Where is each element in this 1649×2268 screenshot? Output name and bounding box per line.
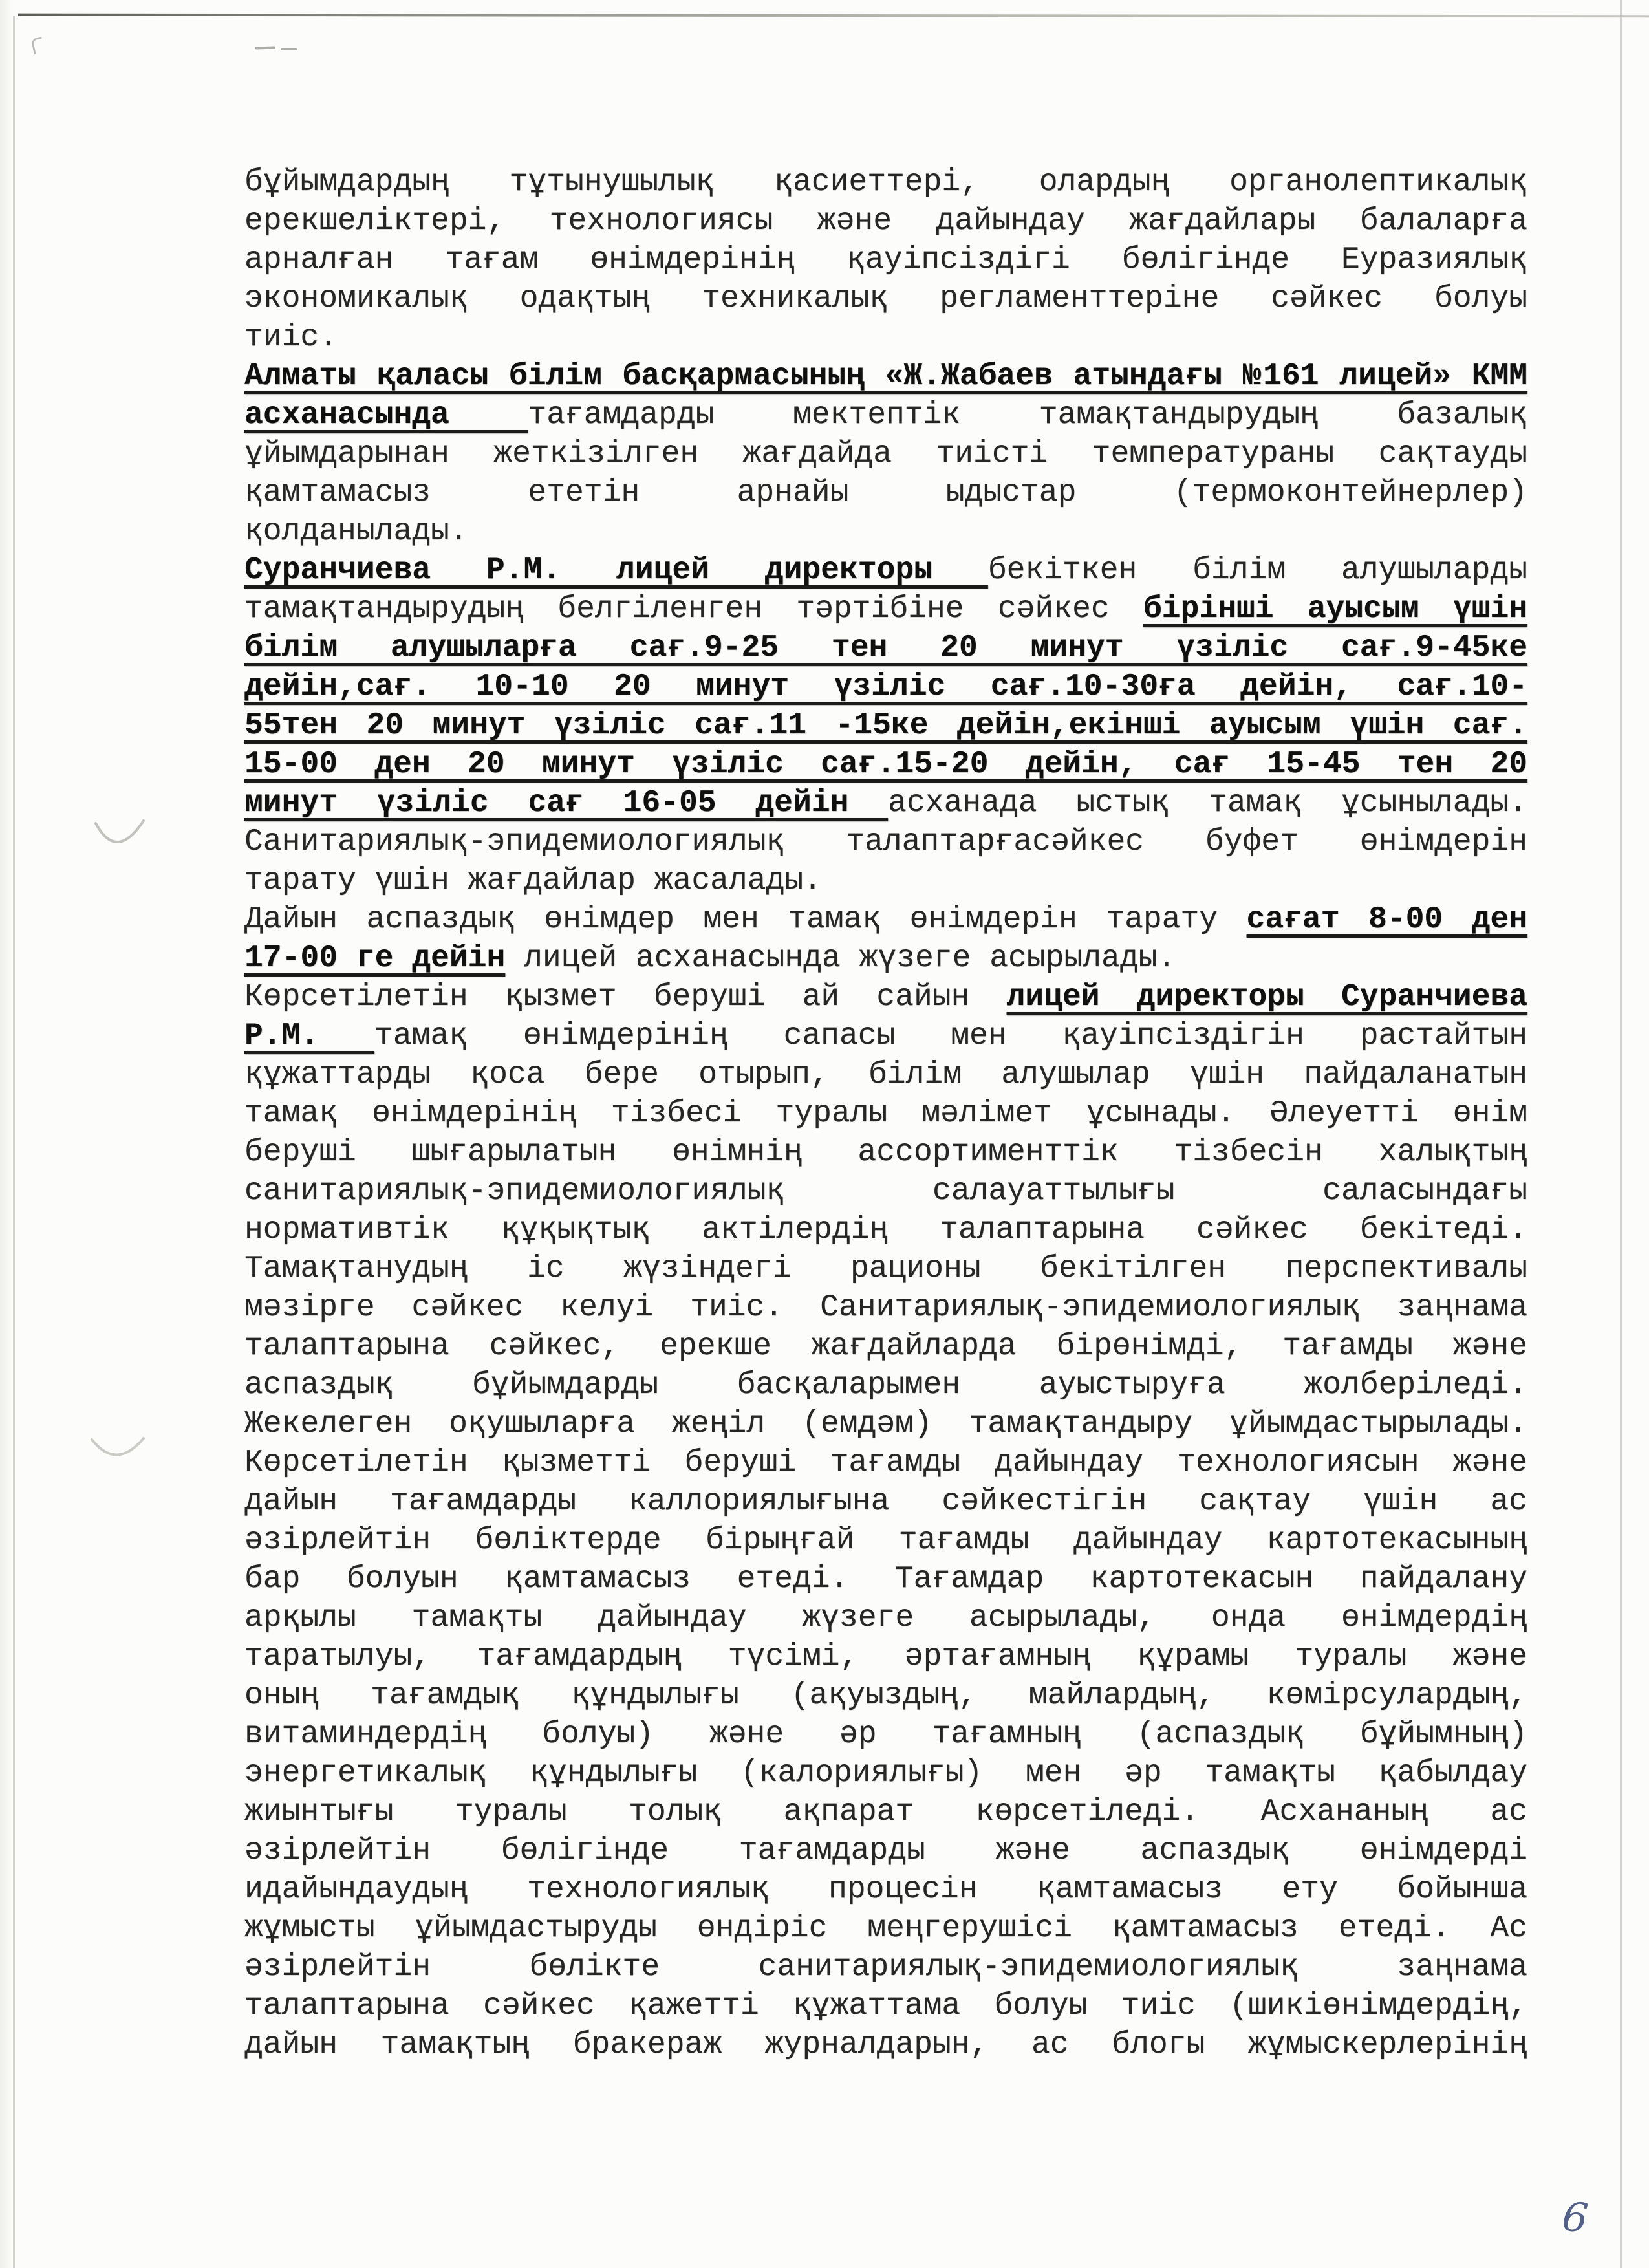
text-line xyxy=(244,590,1527,629)
text-run: тамақ өнімдерінің тізбесі туралы мәлімет ұсынады. Әлеуетті өнім xyxy=(244,1096,1527,1131)
corner-smudge-mark xyxy=(31,37,45,55)
text-run: бұйымдардың тұтынушылық қасиеттері, олардың органолептикалық xyxy=(244,165,1527,200)
text-run: тиіс. xyxy=(244,320,338,355)
text-line xyxy=(244,1948,1527,1987)
text-run: Жекелеген оқушыларға жеңіл (емдәм) тамақтандыру ұйымдастырылады. xyxy=(244,1407,1527,1442)
text-line xyxy=(244,1405,1527,1443)
text-line xyxy=(244,1987,1527,2025)
text-run: талаптарына сәйкес қажетті құжаттама болуы тиіс (шикіөнімдердің, xyxy=(244,1989,1527,2024)
text-run: ұйымдарынан жеткізілген жағдайда тиісті температураны сақтауды xyxy=(244,437,1527,471)
text-line xyxy=(244,551,1527,590)
text-line xyxy=(244,2025,1527,2064)
bold-underlined-text-run: лицей директоры Суранчиева xyxy=(1006,980,1528,1015)
text-line xyxy=(244,1521,1527,1560)
text-line xyxy=(244,1055,1527,1094)
text-line xyxy=(244,1288,1527,1327)
text-line xyxy=(244,357,1527,396)
text-line xyxy=(244,706,1527,745)
text-line xyxy=(244,1715,1527,1754)
text-line xyxy=(244,667,1527,706)
text-line xyxy=(244,629,1527,667)
bold-underlined-text-run: 55тен 20 минут үзіліс сағ.11 -15ке дейін,екінші ауысым үшін сағ. xyxy=(244,708,1527,743)
text-line xyxy=(244,318,1527,357)
bold-underlined-text-run: 15-00 ден 20 минут үзіліс сағ.15-20 дейін, сағ 15-45 тен 20 xyxy=(244,747,1527,782)
pencil-dash-mark xyxy=(281,48,297,50)
text-run: лицей асханасында жүзеге асырылады. xyxy=(505,941,1176,976)
text-run: тарату үшін жағдайлар жасалады. xyxy=(244,863,822,898)
text-run: ерекшеліктері, технологиясы және дайындау жағдайлары балаларға xyxy=(244,204,1527,239)
bold-underlined-text-run: Суранчиева Р.М. лицей директоры xyxy=(244,553,988,588)
text-run: энергетикалық құндылығы (калориялығы) мен әр тамақты қабылдау xyxy=(244,1756,1527,1791)
text-line xyxy=(244,473,1527,512)
margin-pencil-arc-upper xyxy=(91,812,149,863)
text-line xyxy=(244,939,1527,978)
text-run: санитариялық-эпидемиологиялық салауаттылығы саласындағы xyxy=(244,1174,1527,1209)
bold-underlined-text-run: сағат 8-00 ден xyxy=(1246,902,1528,937)
text-line xyxy=(244,900,1527,939)
text-run: тамақтандырудың белгіленген тәртібіне сәйкес xyxy=(244,592,1143,627)
text-line xyxy=(244,1870,1527,1909)
text-run: Тамақтанудың іс жүзіндегі рационы бекітілген перспективалы xyxy=(244,1251,1527,1286)
scan-top-edge-line xyxy=(18,14,1649,18)
text-line xyxy=(244,512,1527,551)
text-line xyxy=(244,861,1527,900)
text-line xyxy=(244,1133,1527,1172)
text-run: мәзірге сәйкес келуі тиіс. Санитариялық-эпидемиологиялық заңнама xyxy=(244,1290,1527,1325)
text-run: арналған тағам өнімдерінің қауіпсіздігі бөлігінде Еуразиялық xyxy=(244,243,1527,277)
text-line xyxy=(244,1482,1527,1521)
text-run: әзірлейтін бөлікте санитариялық-эпидемиологиялық заңнама xyxy=(244,1950,1527,1985)
text-line xyxy=(244,202,1527,241)
text-run: асханада ыстық тамақ ұсынылады. xyxy=(888,786,1527,821)
text-run: беруші шығарылатын өнімнің ассортименттік тізбесін халықтың xyxy=(244,1135,1527,1170)
text-line xyxy=(244,1831,1527,1870)
text-line xyxy=(244,1599,1527,1637)
text-line xyxy=(244,396,1527,435)
text-run: арқылы тамақты дайындау жүзеге асырылады, онда өнімдердің xyxy=(244,1601,1527,1636)
text-line xyxy=(244,1366,1527,1405)
text-run: таратылуы, тағамдардың түсімі, әртағамның құрамы туралы және xyxy=(244,1639,1527,1674)
bold-underlined-text-run: Р.М. xyxy=(244,1019,375,1053)
text-line xyxy=(244,1249,1527,1288)
text-run: қамтамасыз ететін арнайы ыдыстар (термоконтейнерлер) xyxy=(244,475,1527,510)
document-text xyxy=(244,163,1527,2064)
scan-left-edge-line xyxy=(13,16,15,2268)
text-run: талаптарына сәйкес, ерекше жағдайларда бірөнімді, тағамды және xyxy=(244,1329,1527,1364)
text-run: құжаттарды қоса бере отырып, білім алушылар үшін пайдаланатын xyxy=(244,1057,1527,1092)
text-line xyxy=(244,1793,1527,1831)
text-line xyxy=(244,1754,1527,1793)
text-run: әзірлейтін бөліктерде бірыңғай тағамды дайындау картотекасының xyxy=(244,1523,1527,1558)
text-line xyxy=(244,163,1527,202)
text-line xyxy=(244,1909,1527,1948)
text-run: бекіткен білім алушыларды xyxy=(987,553,1528,588)
text-run: жиынтығы туралы толық ақпарат көрсетіледі. Асхананың ас xyxy=(244,1795,1527,1830)
text-run: жұмысты ұйымдастыруды өндіріс меңгерушісі қамтамасыз етеді. Ас xyxy=(244,1911,1527,1946)
text-line xyxy=(244,978,1527,1017)
text-line xyxy=(244,823,1527,861)
bold-underlined-text-run: дейін,сағ. 10-10 20 минут үзіліс сағ.10-30ға дейін, сағ.10- xyxy=(244,669,1527,704)
text-line xyxy=(244,1172,1527,1211)
text-run: бар болуын қамтамасыз етеді. Тағамдар картотекасын пайдалану xyxy=(244,1562,1527,1597)
handwritten-page-number: 6 xyxy=(1560,2192,1591,2242)
scan-right-edge-line xyxy=(1620,0,1622,2268)
text-line xyxy=(244,435,1527,473)
bold-underlined-text-run: 17-00 ге дейін xyxy=(244,941,506,976)
text-run: Дайын аспаздық өнімдер мен тамақ өнімдерін тарату xyxy=(244,902,1247,937)
text-line xyxy=(244,1017,1527,1055)
text-run: тағамдарды мектептік тамақтандырудың базалық xyxy=(528,398,1527,433)
text-run: нормативтік құқықтық актілердің талаптарына сәйкес бекітеді. xyxy=(244,1213,1527,1247)
text-line xyxy=(244,1560,1527,1599)
text-run: Санитариялық-эпидемиологиялық талаптарғасәйкес буфет өнімдерін xyxy=(244,825,1527,859)
bold-underlined-text-run: бірінші ауысым үшін xyxy=(1143,592,1527,627)
text-run: витаминдердің болуы) және әр тағамның (аспаздық бұйымның) xyxy=(244,1717,1527,1752)
bold-underlined-text-run: асханасында xyxy=(244,398,528,433)
text-run: Көрсетілетін қызмет беруші ай сайын xyxy=(244,980,1007,1015)
text-line xyxy=(244,1211,1527,1249)
margin-pencil-arc-lower xyxy=(88,1431,147,1472)
text-run: оның тағамдық құндылығы (ақуыздың, майлардың, көмірсулардың, xyxy=(244,1678,1527,1713)
text-line xyxy=(244,1094,1527,1133)
text-run: әзірлейтін бөлігінде тағамдарды және аспаздық өнімдерді xyxy=(244,1833,1527,1868)
bold-underlined-text-run: Алматы қаласы білім басқармасының «Ж.Жабаев атындағы №161 лицей» КММ xyxy=(244,359,1527,394)
text-line xyxy=(244,1327,1527,1366)
text-line xyxy=(244,784,1527,823)
text-run: идайындаудың технологиялық процесін қамтамасыз ету бойынша xyxy=(244,1872,1527,1907)
text-run: дайын тағамдарды каллориялығына сәйкестігін сақтау үшін ас xyxy=(244,1484,1527,1519)
text-line xyxy=(244,241,1527,279)
bold-underlined-text-run: минут үзіліс сағ 16-05 дейін xyxy=(244,786,889,821)
text-line xyxy=(244,745,1527,784)
text-run: аспаздық бұйымдарды басқаларымен ауыстыруға жолберіледі. xyxy=(244,1368,1527,1403)
text-run: тамақ өнімдерінің сапасы мен қауіпсіздігін растайтын xyxy=(374,1019,1527,1053)
text-line xyxy=(244,1637,1527,1676)
bold-underlined-text-run: білім алушыларға сағ.9-25 тен 20 минут үзіліс сағ.9-45ке xyxy=(244,631,1527,665)
text-run: Көрсетілетін қызметті беруші тағамды дайындау технологиясын және xyxy=(244,1445,1527,1480)
text-run: дайын тамақтың бракераж журналдарын, ас блогы жұмыскерлерінің xyxy=(244,2027,1527,2062)
pencil-dash-mark xyxy=(255,46,275,49)
text-run: экономикалық одақтың техникалық регламенттеріне сәйкес болуы xyxy=(244,281,1527,316)
text-line xyxy=(244,279,1527,318)
text-line xyxy=(244,1676,1527,1715)
text-run: қолданылады. xyxy=(244,514,468,549)
text-line xyxy=(244,1443,1527,1482)
